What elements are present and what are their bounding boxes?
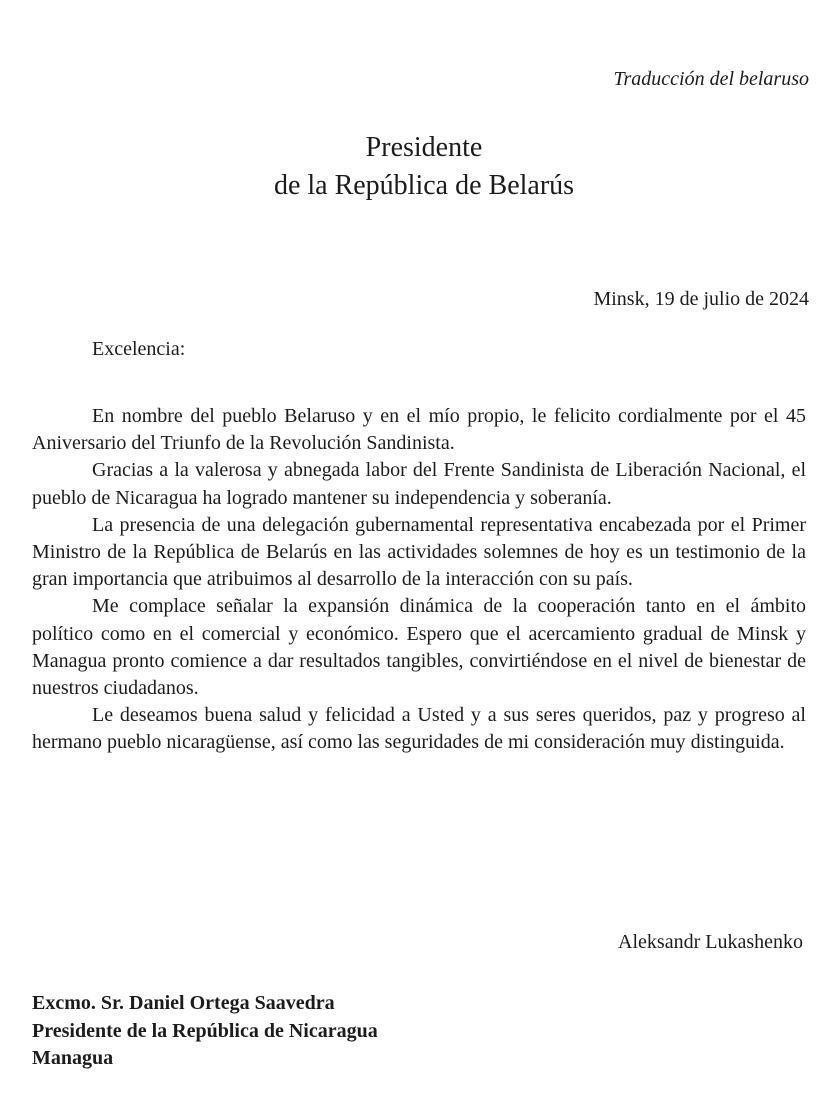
body-paragraph-3: La presencia de una delegación gubernamental representativa encabezada por el Primer Ministro de la República de Belarús en las actividades solemnes de hoy es un testimonio de la gran importancia que atribuimos al desarrollo de la interacción con su país.: [32, 513, 806, 591]
heading-title-line-1: Presidente: [365, 132, 483, 163]
heading-title-line-2: de la República de Belarús: [273, 170, 575, 201]
place-date: Minsk, 19 de julio de 2024: [593, 288, 809, 310]
addressee-title: Presidente de la República de Nicaragua: [32, 1019, 378, 1042]
body-paragraph-2: Gracias a la valerosa y abnegada labor del Frente Sandinista de Liberación Nacional, el pueblo de Nicaragua ha logrado mantener su independencia y soberanía.: [32, 459, 806, 509]
body-paragraph-4: Me complace señalar la expansión dinámica de la cooperación tanto en el ámbito político como en el comercial y económico. Espero que el acercamiento gradual de Minsk y Managua pronto comience a dar resultados tangibles, convirtiéndose en el nivel de bienestar de nuestros ciudadanos.: [32, 595, 806, 700]
addressee-block: [32, 990, 378, 1073]
body-paragraph-5: Le deseamos buena salud y felicidad a Usted y a sus seres queridos, paz y progreso al hermano pueblo nicaragüense, así como las seguridades de mi consideración muy distinguida.: [32, 704, 806, 754]
translation-note: Traducción del belaruso: [613, 68, 809, 90]
letter-heading: [0, 129, 825, 205]
addressee-name: Excmo. Sr. Daniel Ortega Saavedra: [32, 992, 335, 1014]
addressee-city: Managua: [32, 1047, 114, 1069]
salutation: Excelencia:: [92, 338, 186, 360]
body-paragraph-1: En nombre del pueblo Belaruso y en el mío propio, le felicito cordialmente por el 45 Aniversario del Triunfo de la Revolución Sandinista.: [32, 405, 806, 455]
signature-name: Aleksandr Lukashenko: [618, 931, 803, 953]
letter-body: [32, 403, 806, 757]
